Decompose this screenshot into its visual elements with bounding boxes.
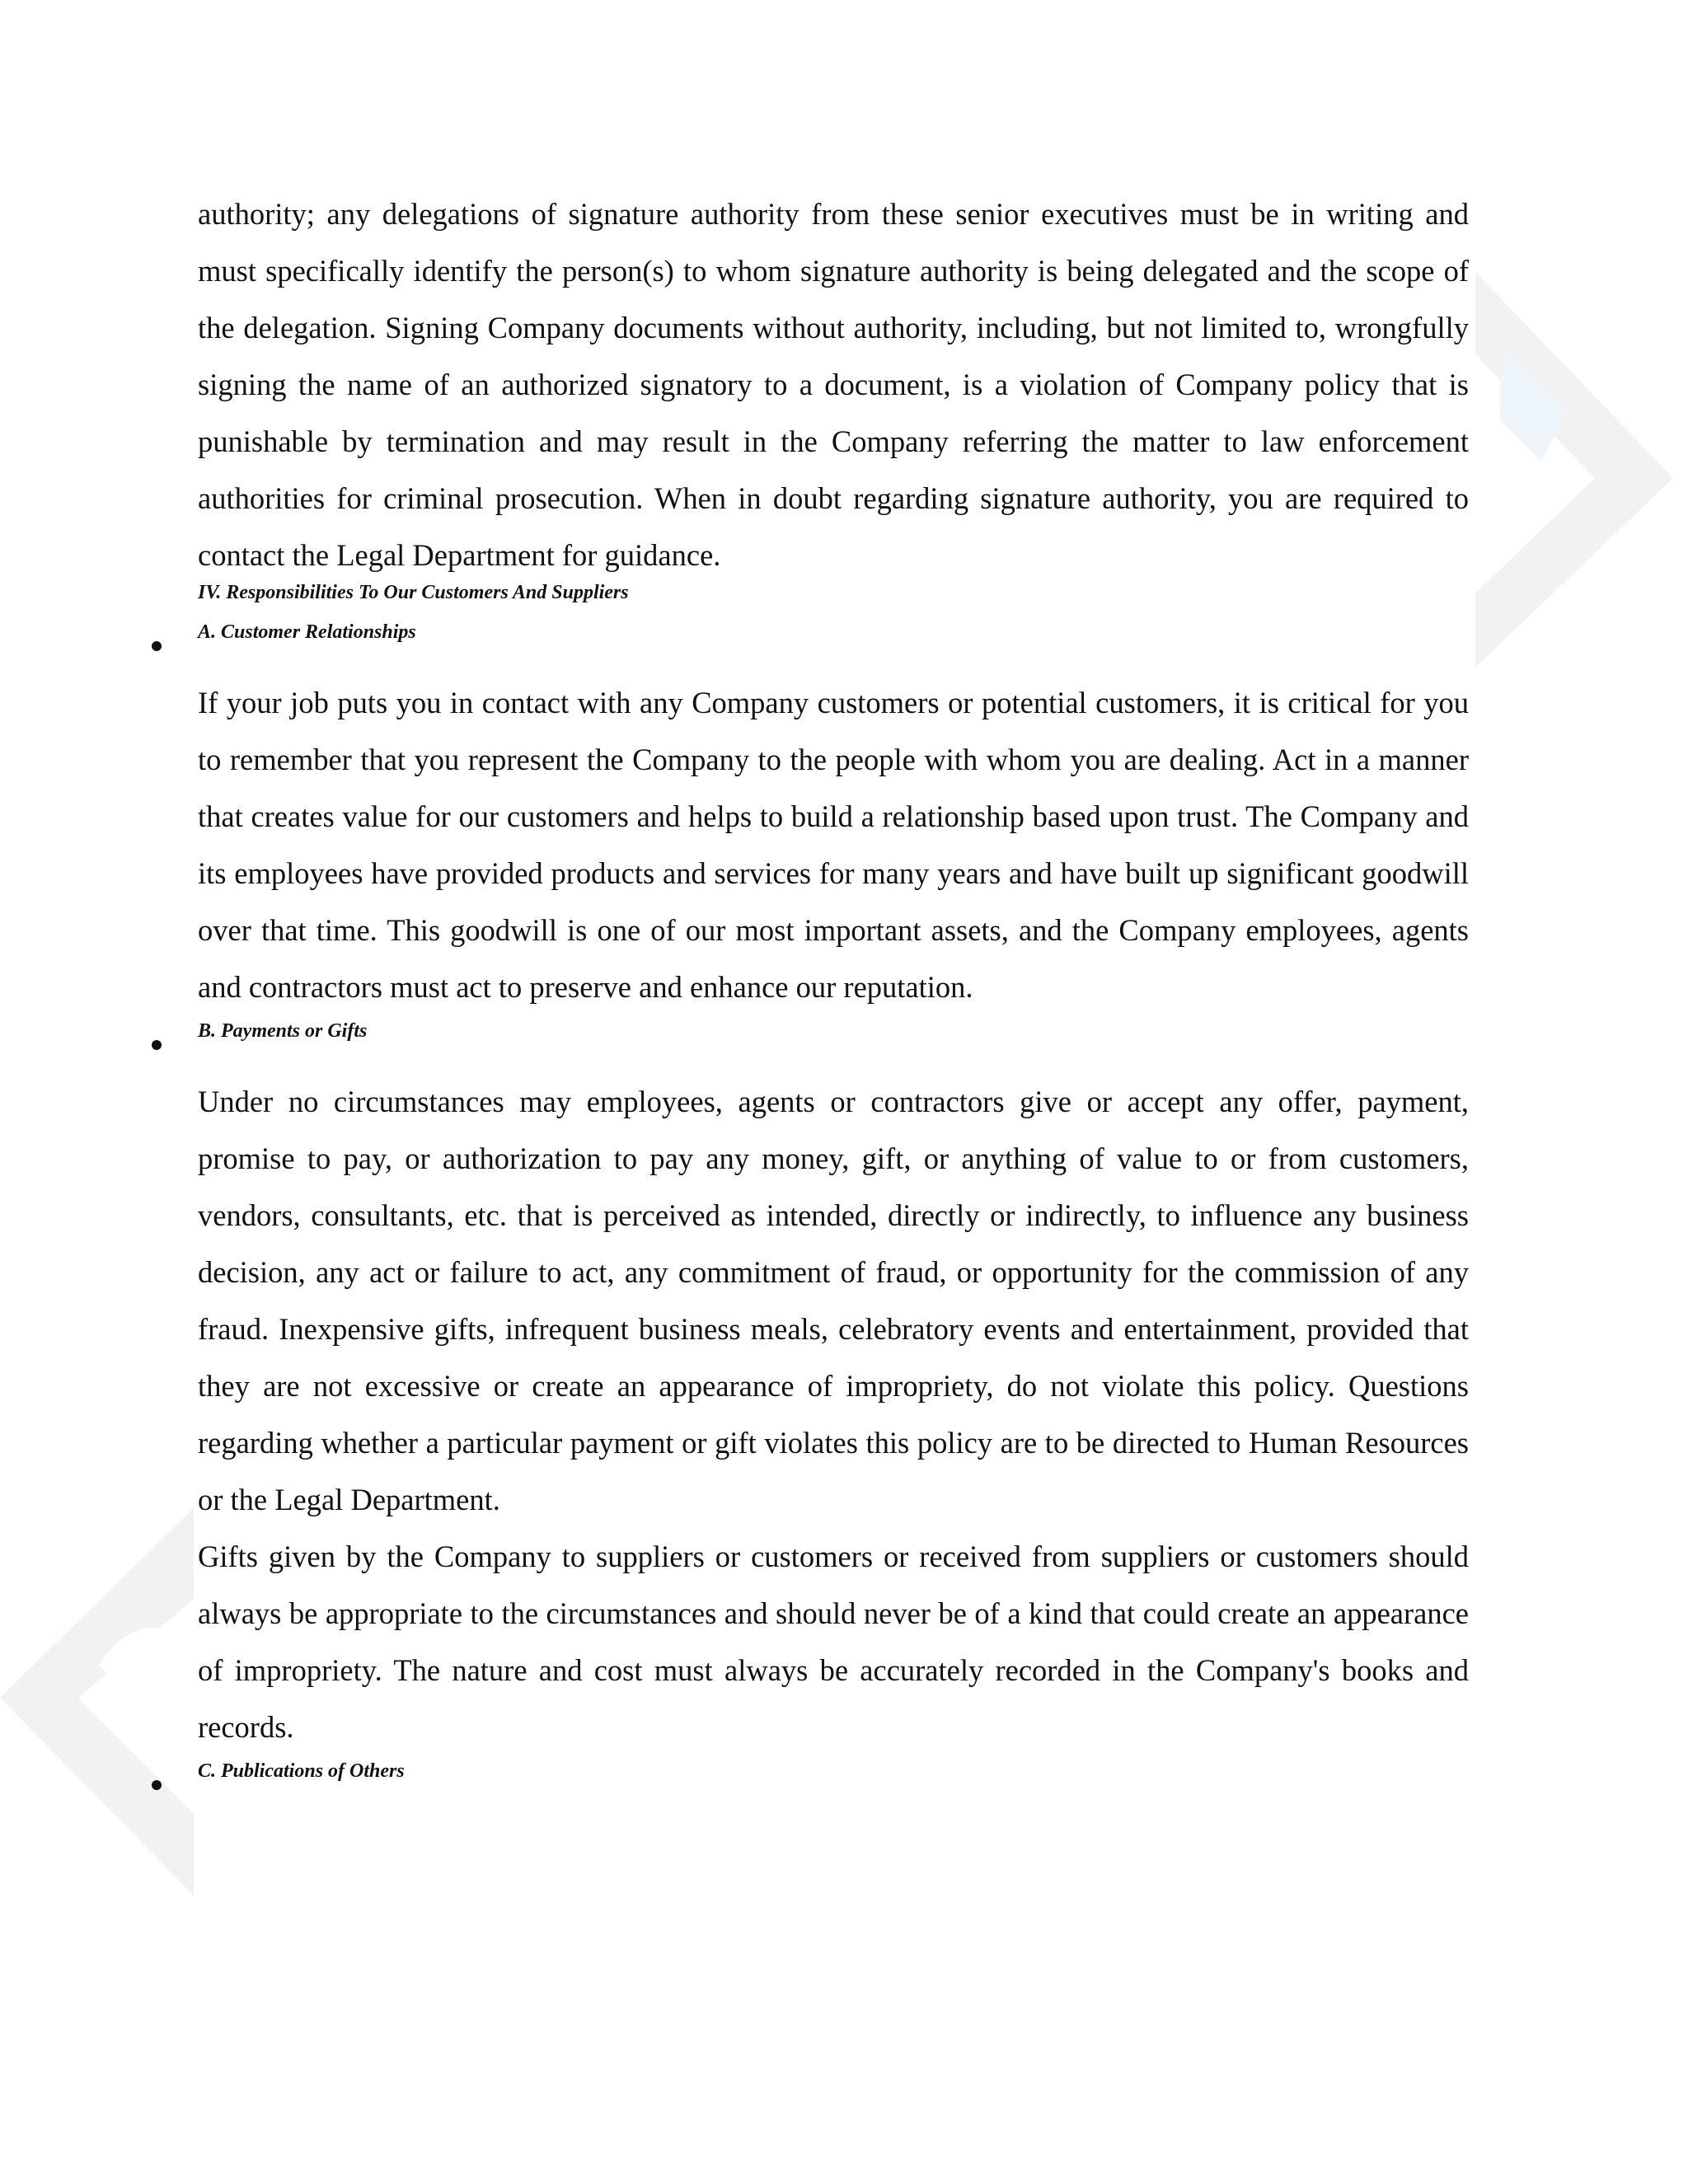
section-heading-iv: IV. Responsibilities To Our Customers And Suppliers bbox=[198, 582, 629, 603]
document-page bbox=[198, 185, 1469, 1813]
bullet-icon bbox=[152, 1040, 162, 1050]
paragraph-customer-relationships: If your job puts you in contact with any Company customers or potential customers, it is critical for you to remember that you represent the Company to the people with whom you are dealing. Act in a manner that creates value for our customers and helps to build a relationship based upon trust. The Company and its employees have provided products and services for many years and have built up significant goodwill over that time. This goodwill is one of our most important assets, and the Company employees, agents and contractors must act to preserve and enhance our reputation. bbox=[198, 686, 1469, 1004]
list-item-payments-gifts bbox=[198, 1015, 1469, 1073]
paragraph-payments-gifts: Under no circumstances may employees, agents or contractors give or accept any offer, payment, promise to pay, or authorization to pay any money, gift, or anything of value to or from customers, vendors, consultants, etc. that is perceived as intended, directly or indirectly, to influence any business decision, any act or failure to act, any commitment of fraud, or opportunity for the commission of any fraud. Inexpensive gifts, infrequent business meals, celebratory events and entertainment, provided that they are not excessive or create an appearance of impropriety, do not violate this policy. Questions regarding whether a particular payment or gift violates this policy are to be directed to Human Resources or the Legal Department. bbox=[198, 1085, 1469, 1516]
bullet-icon bbox=[152, 1780, 162, 1790]
bullet-icon bbox=[152, 641, 162, 651]
list-item-customer-relationships bbox=[198, 616, 1469, 674]
subheading-c: C. Publications of Others bbox=[198, 1760, 405, 1782]
paragraph-signature-authority: authority; any delegations of signature authority from these senior executives must be in writing and must specifically identify the person(s) to whom signature authority is being delegated and the scope of the delegation. Signing Company documents without authority, including, but not limited to, wrongfully signing the name of an authorized signatory to a document, is a violation of Company policy that is punishable by termination and may result in the Company referring the matter to law enforcement authorities for criminal prosecution. When in doubt regarding signature authority, you are required to contact the Legal Department for guidance. bbox=[198, 197, 1469, 572]
subheading-a: A. Customer Relationships bbox=[198, 621, 416, 643]
list-item-publications bbox=[198, 1755, 1469, 1813]
paragraph-gifts-given: Gifts given by the Company to suppliers or customers or received from suppliers or customers should always be appropriate to the circumstances and should never be of a kind that could create an appearance of impropriety. The nature and cost must always be accurately recorded in the Company's books and records. bbox=[198, 1540, 1469, 1744]
subheading-b: B. Payments or Gifts bbox=[198, 1020, 368, 1042]
